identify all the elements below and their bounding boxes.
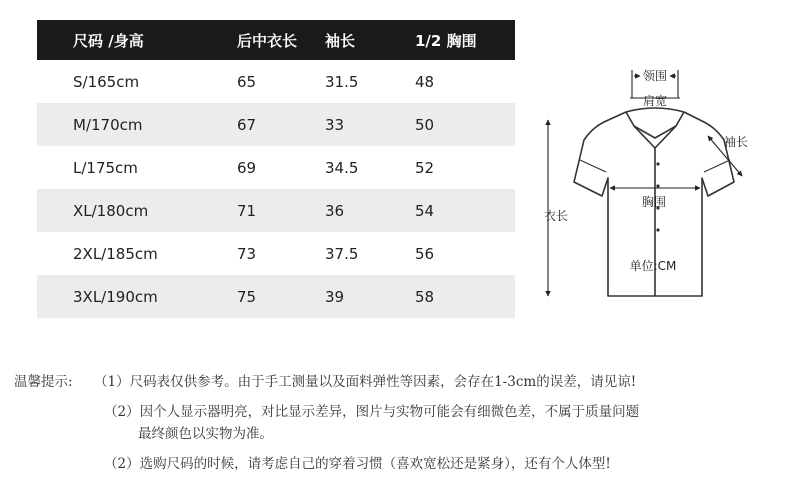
unit-label: 单位:CM (629, 259, 677, 273)
cell-size: 3XL/190cm (37, 275, 207, 318)
table-row (37, 275, 515, 318)
cell-size: M/170cm (37, 103, 207, 146)
cell-size: S/165cm (73, 72, 140, 91)
cell-sleeve: 39 (325, 275, 415, 318)
chest-label: 胸围 (641, 195, 667, 209)
table-row (37, 232, 515, 275)
cell-length: 69 (237, 158, 257, 177)
cell-chest: 50 (415, 103, 515, 146)
cell-chest: 58 (415, 275, 515, 318)
cell-chest: 48 (415, 72, 435, 91)
cell-sleeve: 34.5 (325, 158, 359, 177)
table-row (37, 103, 515, 146)
cell-size: 2XL/185cm (73, 244, 158, 263)
cell-sleeve: 36 (325, 189, 415, 232)
cell-size: XL/180cm (37, 189, 207, 232)
tip-line-2-cont: 最终颜色以实物为准。 (138, 426, 273, 442)
tip-line-1: （1）尺码表仅供参考。由于手工测量以及面料弹性等因素，会存在1-3cm的误差，请见谅! (94, 374, 637, 390)
header-size-height: 尺码 /身高 (37, 20, 207, 60)
header-sleeve-length: 袖长 (325, 20, 415, 60)
length-label: 衣长 (544, 209, 569, 223)
cell-length: 73 (237, 244, 257, 263)
header-back-length: 后中衣长 (207, 20, 325, 60)
cell-chest: 52 (415, 158, 435, 177)
cell-chest: 56 (415, 244, 435, 263)
cell-size: L/175cm (73, 158, 138, 177)
table-header-row (37, 20, 515, 60)
size-chart-table (37, 20, 515, 318)
cell-sleeve: 37.5 (325, 244, 359, 263)
tip-line-2: （2）因个人显示器明亮，对比显示差异，图片与实物可能会有细微色差，不属于质量问题 (104, 404, 640, 420)
table-row (37, 146, 515, 189)
cell-length: 75 (207, 275, 325, 318)
cell-length: 65 (237, 72, 257, 91)
table-row (37, 189, 515, 232)
table-row (37, 60, 515, 103)
sleeve-label: 袖长 (724, 135, 749, 149)
tips-title: 温馨提示: (14, 374, 73, 390)
collar-label: 领围 (642, 69, 668, 83)
tip-line-3: （2）选购尺码的时候，请考虑自己的穿着习惯（喜欢宽松还是紧身），还有个人体型! (104, 456, 611, 472)
shirt-measurement-diagram (540, 60, 770, 310)
shoulder-label: 肩宽 (642, 94, 668, 108)
cell-sleeve: 33 (325, 103, 415, 146)
cell-sleeve: 31.5 (325, 72, 359, 91)
cell-length: 71 (207, 189, 325, 232)
cell-length: 67 (207, 103, 325, 146)
header-half-chest: 1/2 胸围 (415, 20, 515, 60)
cell-chest: 54 (415, 189, 515, 232)
